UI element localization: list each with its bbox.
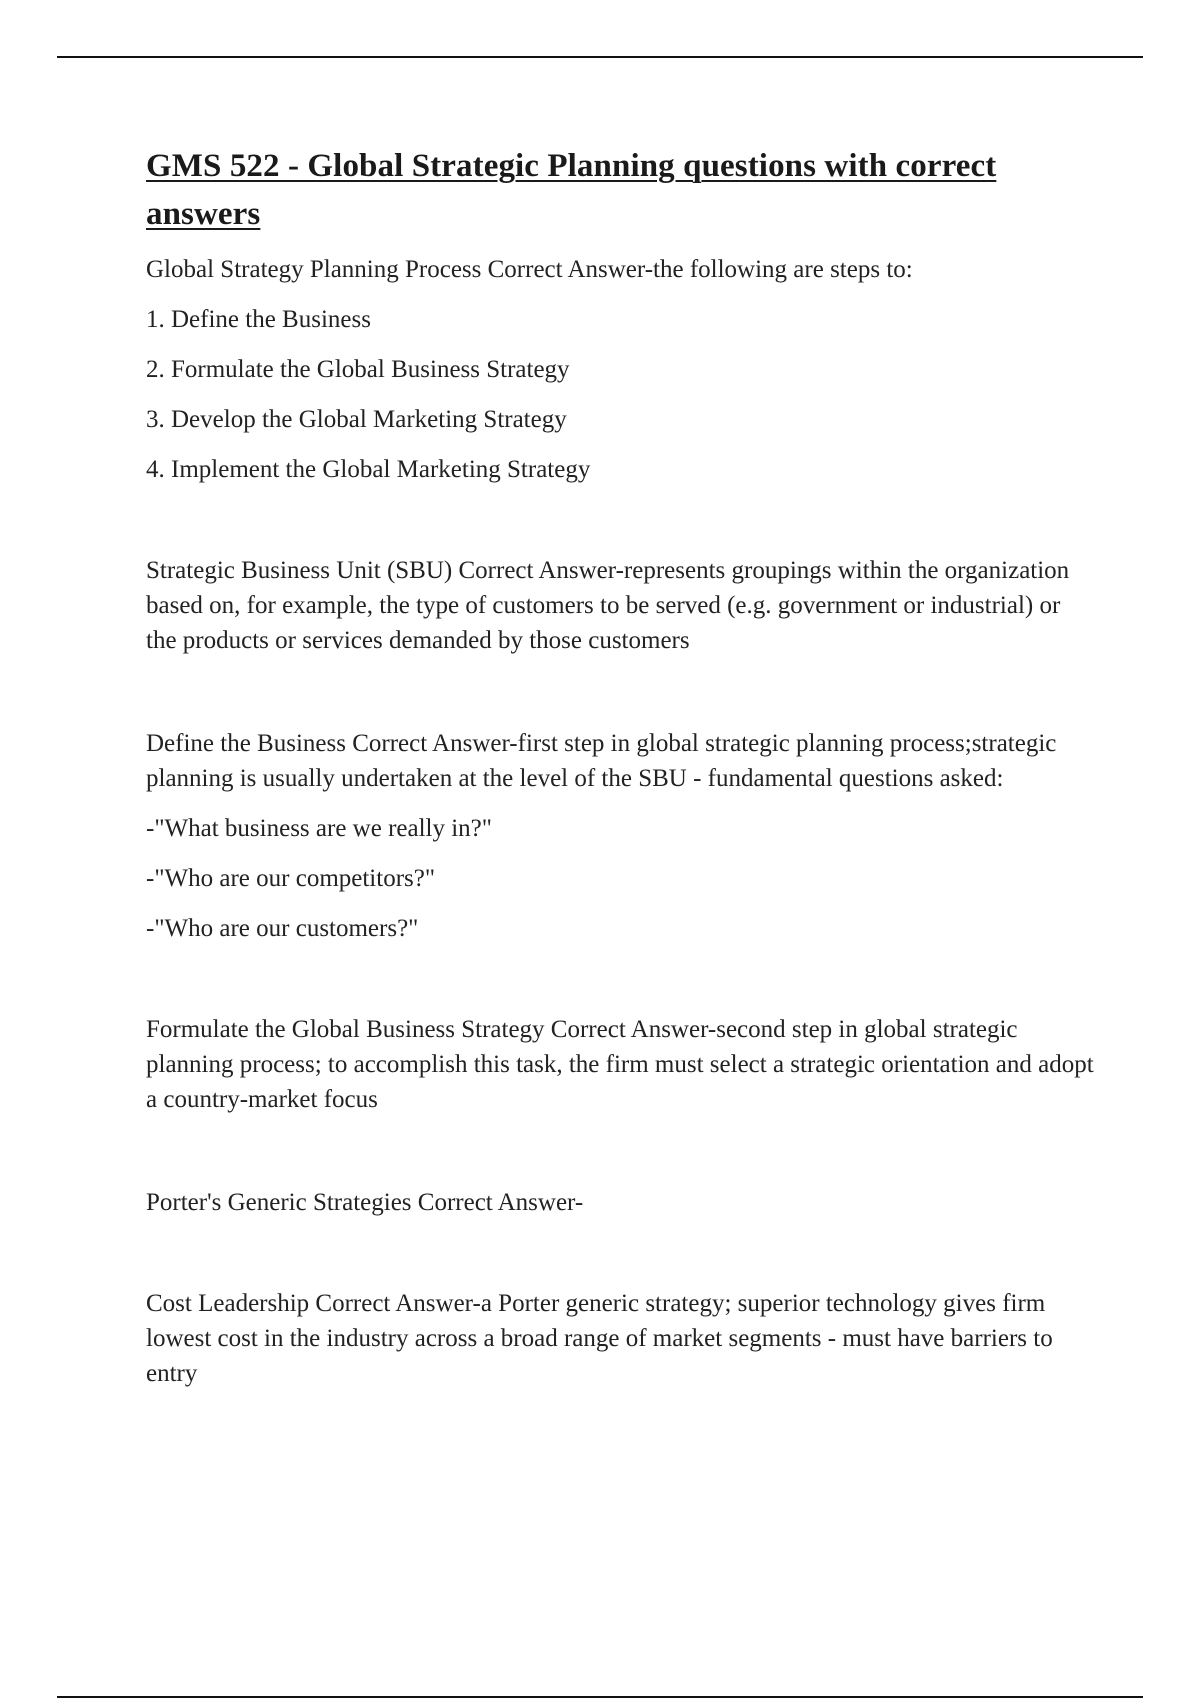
list-item: 4. Implement the Global Marketing Strategy: [146, 456, 591, 483]
section-sbu: [146, 553, 1096, 658]
list-item: 1. Define the Business: [146, 306, 371, 333]
section-define-business: [146, 726, 1096, 946]
document-title: GMS 522 - Global Strategic Planning questions with correct answers: [146, 148, 997, 232]
section-porters-strategies: [146, 1185, 1096, 1220]
list-item: -"Who are our customers?": [146, 915, 419, 942]
section-cost-leadership: [146, 1286, 1096, 1391]
section-intro: Strategic Business Unit (SBU) Correct Answer-represents groupings within the organization based on, for example, the type of customers to be served (e.g. government or industrial) or the products or services demanded by those customers: [146, 557, 1070, 654]
list-item: -"Who are our competitors?": [146, 865, 436, 892]
section-intro: Porter's Generic Strategies Correct Answer-: [146, 1189, 584, 1216]
section-intro: Global Strategy Planning Process Correct Answer-the following are steps to:: [146, 256, 913, 283]
section-intro: Cost Leadership Correct Answer-a Porter generic strategy; superior technology gives firm lowest cost in the industry across a broad range of market segments - must have barriers to entry: [146, 1290, 1053, 1387]
section-intro: Define the Business Correct Answer-first step in global strategic planning process;strategic planning is usually undertaken at the level of the SBU - fundamental questions asked:: [146, 730, 1057, 792]
document-page: [146, 142, 1096, 1391]
section-planning-process: [146, 252, 1096, 487]
section-intro: Formulate the Global Business Strategy Correct Answer-second step in global strategic planning process; to accomplish this task, the firm must select a strategic orientation and adopt a country-market focus: [146, 1016, 1094, 1113]
list-item: 2. Formulate the Global Business Strategy: [146, 356, 570, 383]
top-rule: [57, 56, 1143, 58]
section-formulate-strategy: [146, 1012, 1096, 1117]
list-item: 3. Develop the Global Marketing Strategy: [146, 406, 567, 433]
bottom-rule: [57, 1696, 1143, 1698]
list-item: -"What business are we really in?": [146, 815, 492, 842]
